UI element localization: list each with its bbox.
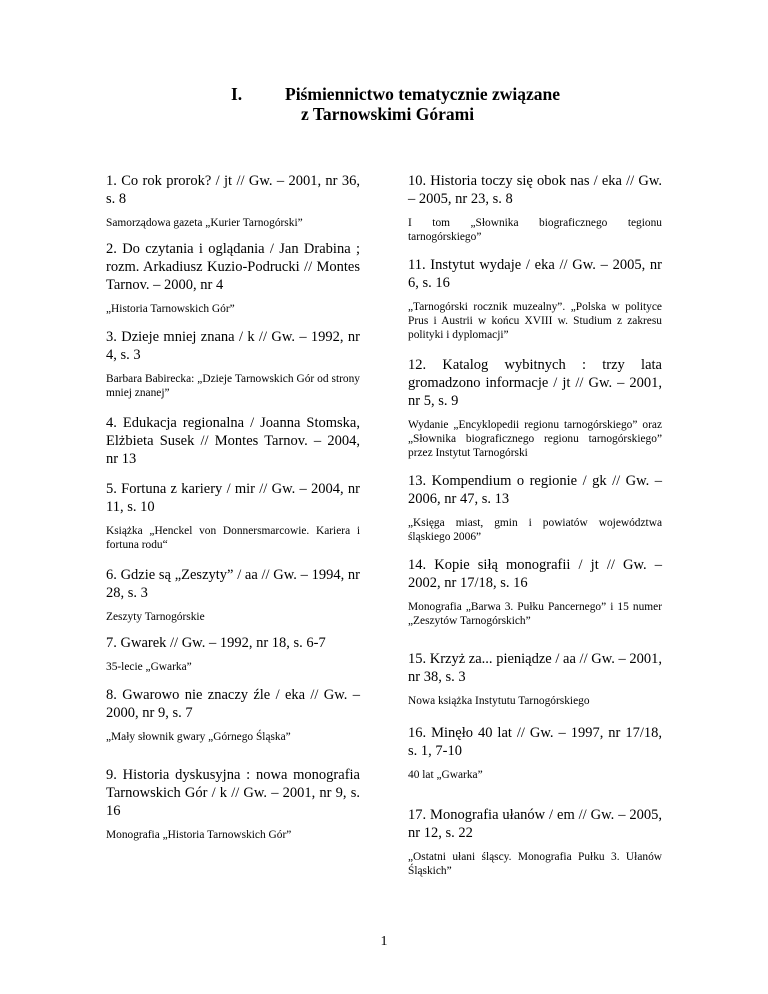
bibliography-entry — [408, 472, 662, 544]
bibliography-entry — [408, 356, 662, 460]
entry-note: Książka „Henckel von Donnersmarcowie. Kariera i fortuna rodu“ — [106, 525, 360, 551]
bibliography-entry — [106, 566, 360, 624]
entry-title: 14. Kopie siłą monografii / jt // Gw. – 2002, nr 17/18, s. 16 — [408, 557, 662, 591]
bibliography-entry — [106, 686, 360, 744]
entry-title: 3. Dzieje mniej znana / k // Gw. – 1992, nr 4, s. 3 — [106, 329, 360, 363]
entry-title: 16. Minęło 40 lat // Gw. – 1997, nr 17/18, s. 1, 7-10 — [408, 725, 662, 759]
bibliography-entry — [408, 172, 662, 244]
entry-note: Monografia „Historia Tarnowskich Gór” — [106, 829, 292, 841]
entry-title: 6. Gdzie są „Zeszyty” / aa // Gw. – 1994, nr 28, s. 3 — [106, 567, 360, 601]
bibliography-entry — [408, 724, 662, 782]
entry-note: Nowa książka Instytutu Tarnogórskiego — [408, 695, 590, 707]
entry-note: „Mały słownik gwary „Górnego Śląska” — [106, 731, 291, 743]
entry-note: Monografia „Barwa 3. Pułku Pancernego” i 15 numer „Zeszytów Tarnogórskich” — [408, 601, 662, 627]
bibliography-entry — [106, 240, 360, 316]
entry-title: 11. Instytut wydaje / eka // Gw. – 2005, nr 6, s. 16 — [408, 257, 662, 291]
section-title-line2: z Tarnowskimi Górami — [301, 104, 475, 124]
entry-title: 13. Kompendium o regionie / gk // Gw. – 2006, nr 47, s. 13 — [408, 473, 662, 507]
entry-title: 4. Edukacja regionalna / Joanna Stomska, Elżbieta Susek // Montes Tarnov. – 2004, nr 13 — [106, 415, 360, 467]
entry-title: 1. Co rok prorok? / jt // Gw. – 2001, nr 36, s. 8 — [106, 173, 360, 207]
entry-title: 17. Monografia ułanów / em // Gw. – 2005, nr 12, s. 22 — [408, 807, 662, 841]
entry-note: Barbara Babirecka: „Dzieje Tarnowskich Gór od strony mniej znanej” — [106, 373, 360, 399]
entry-note: Zeszyty Tarnogórskie — [106, 611, 205, 623]
entry-title: 12. Katalog wybitnych : trzy lata gromadzono informacje / jt // Gw. – 2001, nr 5, s. 9 — [408, 357, 662, 409]
entry-note: „Tarnogórski rocznik muzealny”. „Polska w polityce Prus i Austrii w końcu XVIII w. Studium z zakresu polityki i dyplomacji” — [408, 301, 662, 341]
bibliography-entry — [408, 806, 662, 878]
entry-note: Wydanie „Encyklopedii regionu tarnogórskiego” oraz „Słownika biograficznego regionu tarnogórskiego” przez Instytut Tarnogórski — [408, 419, 662, 459]
bibliography-entry — [408, 256, 662, 342]
bibliography-entry — [106, 414, 360, 468]
entry-note: „Księga miast, gmin i powiatów województwa śląskiego 2006” — [408, 517, 662, 543]
entry-title: 8. Gwarowo nie znaczy źle / eka // Gw. – 2000, nr 9, s. 7 — [106, 687, 360, 721]
entry-title: 5. Fortuna z kariery / mir // Gw. – 2004, nr 11, s. 10 — [106, 481, 360, 515]
bibliography-entry — [106, 634, 360, 674]
entry-note: Samorządowa gazeta „Kurier Tarnogórski” — [106, 217, 303, 229]
page-number: 1 — [380, 934, 388, 949]
entry-title: 2. Do czytania i oglądania / Jan Drabina ; rozm. Arkadiusz Kuzio-Podrucki // Montes Tarnov. – 2000, nr 4 — [106, 241, 360, 293]
entry-note: 35-lecie „Gwarka” — [106, 661, 192, 673]
bibliography-entry — [106, 172, 360, 230]
entry-title: 9. Historia dyskusyjna : nowa monografia Tarnowskich Gór / k // Gw. – 2001, nr 9, s. 16 — [106, 767, 360, 819]
section-title-line1: Piśmiennictwo tematycznie związane — [285, 84, 561, 104]
entry-title: 7. Gwarek // Gw. – 1992, nr 18, s. 6-7 — [106, 635, 326, 651]
entry-note: 40 lat „Gwarka” — [408, 769, 483, 781]
entry-note: I tom „Słownika biograficznego tegionu tarnogórskiego” — [408, 217, 662, 243]
entry-note: „Ostatni ułani śląscy. Monografia Pułku 3. Ułanów Śląskich” — [408, 851, 662, 877]
bibliography-entry — [106, 328, 360, 400]
bibliography-entry — [106, 480, 360, 552]
entry-note: „Historia Tarnowskich Gór” — [106, 303, 235, 315]
bibliography-entry — [408, 650, 662, 708]
bibliography-entry — [408, 556, 662, 628]
section-number: I. — [231, 84, 243, 104]
entry-title: 15. Krzyż za... pieniądze / aa // Gw. – 2001, nr 38, s. 3 — [408, 651, 662, 685]
bibliography-entry — [106, 766, 360, 842]
entry-title: 10. Historia toczy się obok nas / eka // Gw. – 2005, nr 23, s. 8 — [408, 173, 662, 207]
